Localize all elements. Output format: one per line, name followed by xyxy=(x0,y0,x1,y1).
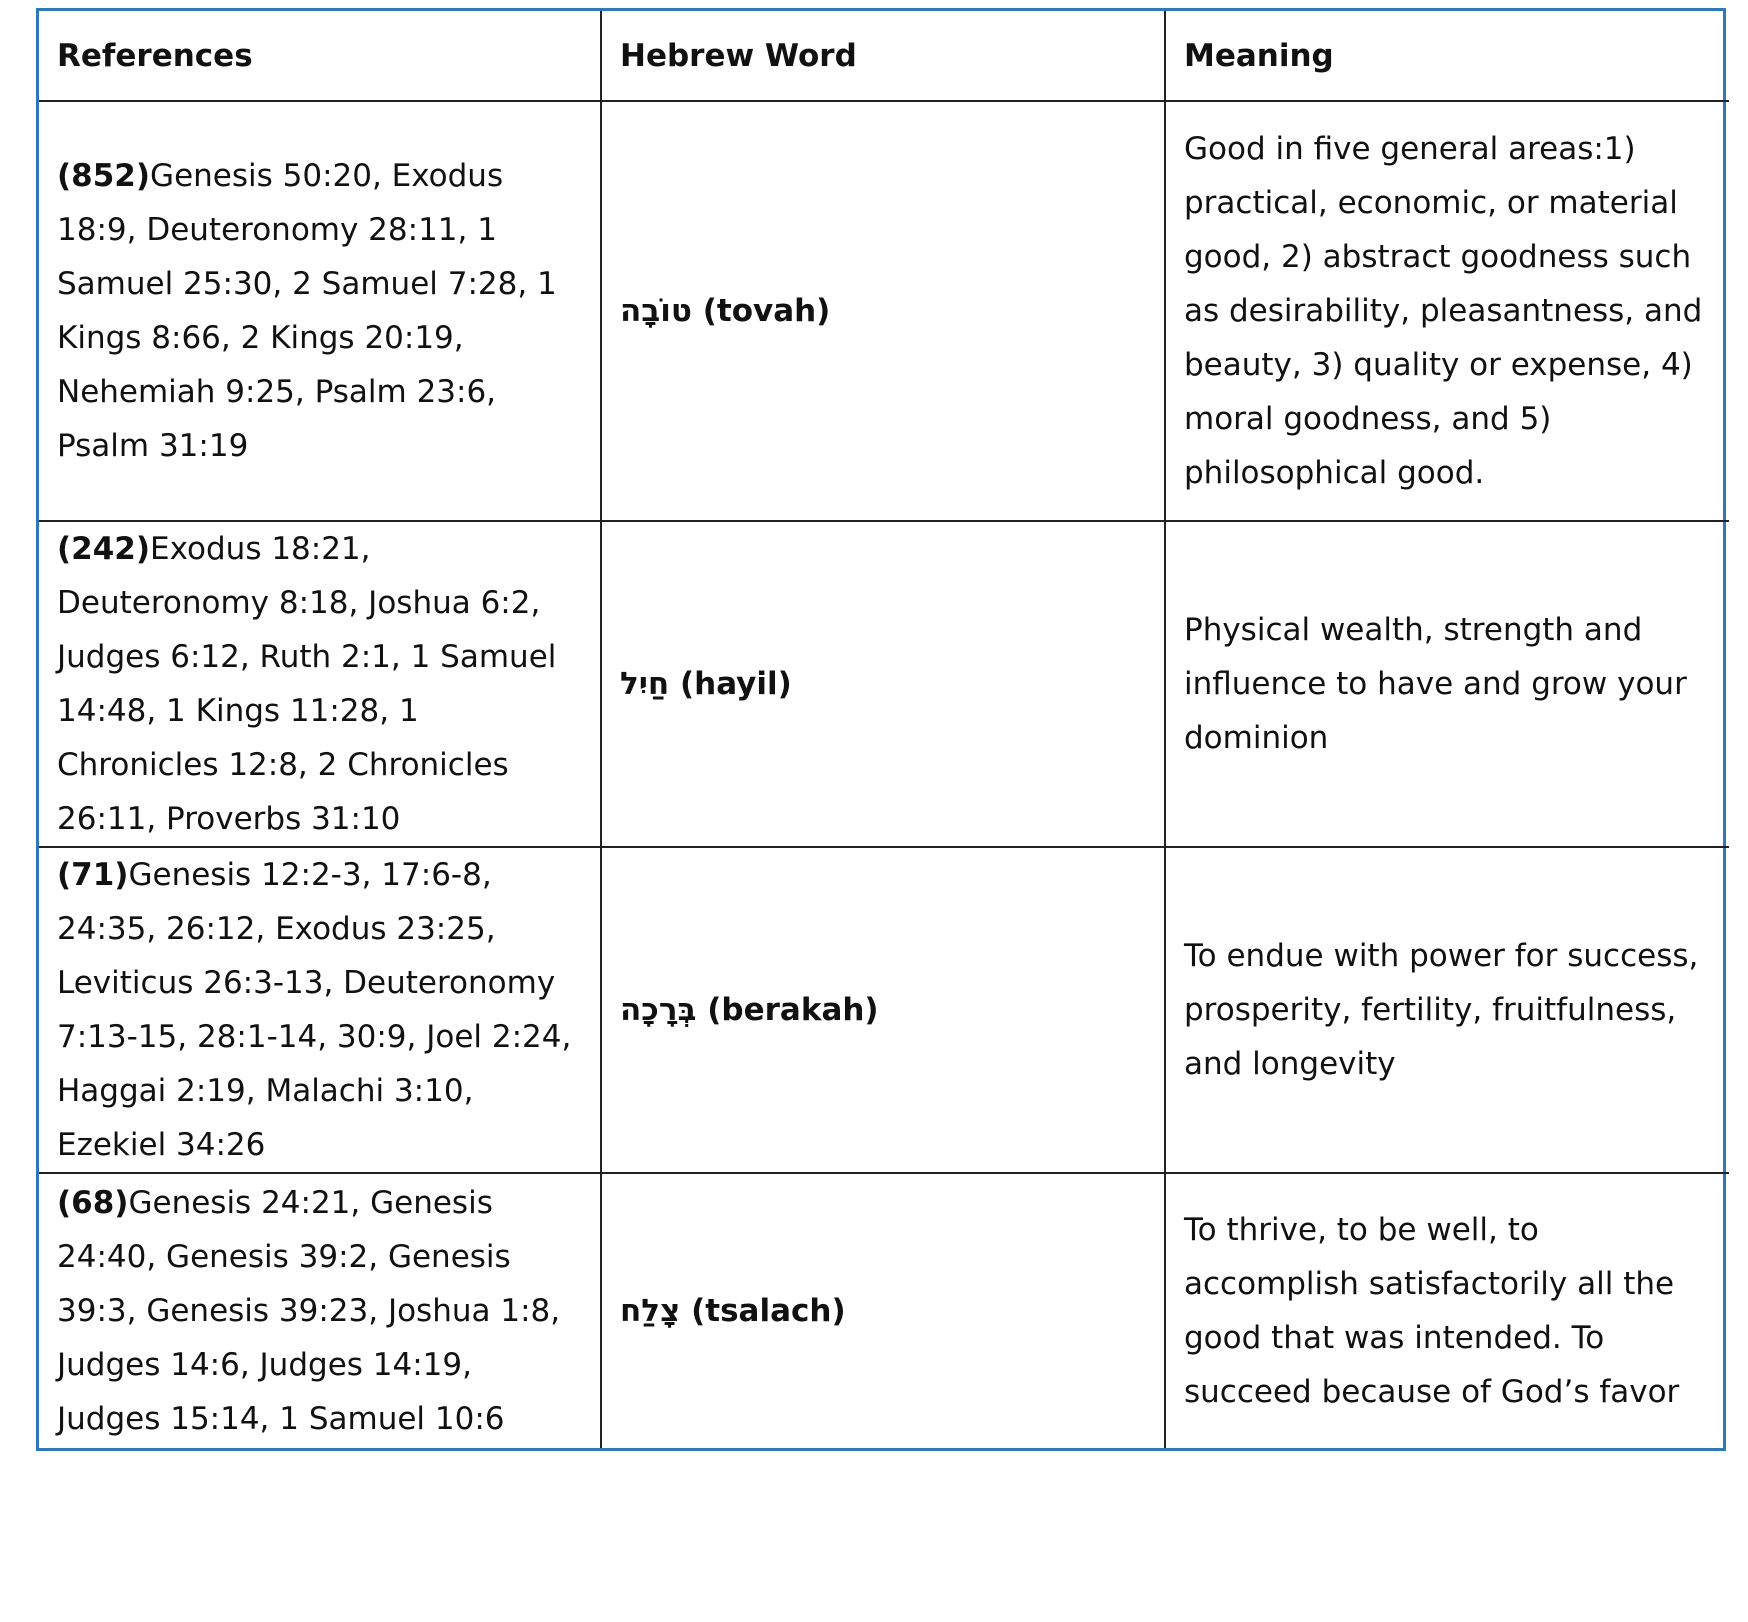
hebrew-word-cell xyxy=(601,101,1165,521)
header-references: References xyxy=(39,11,601,101)
table-row xyxy=(39,521,1729,847)
hebrew-word xyxy=(620,293,830,329)
header-meaning: Meaning xyxy=(1165,11,1729,101)
meaning-cell: To thrive, to be well, to accomplish satisfactorily all the good that was intended. To succeed because of God’s favor xyxy=(1165,1173,1729,1448)
transliteration: (berakah) xyxy=(707,992,879,1028)
references-cell xyxy=(39,521,601,847)
transliteration: (hayil) xyxy=(679,666,792,702)
hebrew-word-cell xyxy=(601,847,1165,1173)
occurrence-count: (852) xyxy=(57,158,151,194)
references-text: Genesis 50:20, Exodus 18:9, Deuteronomy 28:11, 1 Samuel 25:30, 2 Samuel 7:28, 1 Kings 8:66, 2 Kings 20:19, Nehemiah 9:25, Psalm 23:6, Psalm 31:19 xyxy=(57,158,557,464)
occurrence-count: (242) xyxy=(57,531,151,567)
hebrew-script: צָלַח xyxy=(620,1293,681,1329)
references-cell xyxy=(39,101,601,521)
table-row xyxy=(39,847,1729,1173)
occurrence-count: (68) xyxy=(57,1185,129,1221)
references-text: Genesis 12:2-3, 17:6-8, 24:35, 26:12, Exodus 23:25, Leviticus 26:3-13, Deuteronomy 7:13-15, 28:1-14, 30:9, Joel 2:24, Haggai 2:19, Malachi 3:10, Ezekiel 34:26 xyxy=(57,857,572,1163)
references-cell xyxy=(39,847,601,1173)
meaning-cell: Good in five general areas:1) practical, economic, or material good, 2) abstract goodness such as desirability, pleasantness, and beauty, 3) quality or expense, 4) moral goodness, and 5) philosophical good. xyxy=(1165,101,1729,521)
hebrew-word xyxy=(620,992,879,1028)
hebrew-words-table xyxy=(39,11,1729,1448)
hebrew-script: טוֹבָה xyxy=(620,293,692,329)
meaning-cell: To endue with power for success, prosperity, fertility, fruitfulness, and longevity xyxy=(1165,847,1729,1173)
hebrew-words-table-container xyxy=(36,8,1726,1451)
hebrew-script: חַיִל xyxy=(620,666,670,702)
hebrew-word-cell xyxy=(601,1173,1165,1448)
transliteration: (tsalach) xyxy=(691,1293,846,1329)
references-cell xyxy=(39,1173,601,1448)
transliteration: (tovah) xyxy=(702,293,831,329)
hebrew-word xyxy=(620,666,792,702)
table-row xyxy=(39,101,1729,521)
table-row xyxy=(39,1173,1729,1448)
header-row xyxy=(39,11,1729,101)
header-hebrew-word: Hebrew Word xyxy=(601,11,1165,101)
hebrew-word xyxy=(620,1293,846,1329)
references-text: Exodus 18:21, Deuteronomy 8:18, Joshua 6:2, Judges 6:12, Ruth 2:1, 1 Samuel 14:48, 1 Kings 11:28, 1 Chronicles 12:8, 2 Chronicles 26:11, Proverbs 31:10 xyxy=(57,531,557,837)
occurrence-count: (71) xyxy=(57,857,129,893)
hebrew-script: בְּרָכָה xyxy=(620,992,697,1028)
hebrew-word-cell xyxy=(601,521,1165,847)
references-text: Genesis 24:21, Genesis 24:40, Genesis 39:2, Genesis 39:3, Genesis 39:23, Joshua 1:8, Judges 14:6, Judges 14:19, Judges 15:14, 1 Samuel 10:6 xyxy=(57,1185,561,1437)
meaning-cell: Physical wealth, strength and influence to have and grow your dominion xyxy=(1165,521,1729,847)
